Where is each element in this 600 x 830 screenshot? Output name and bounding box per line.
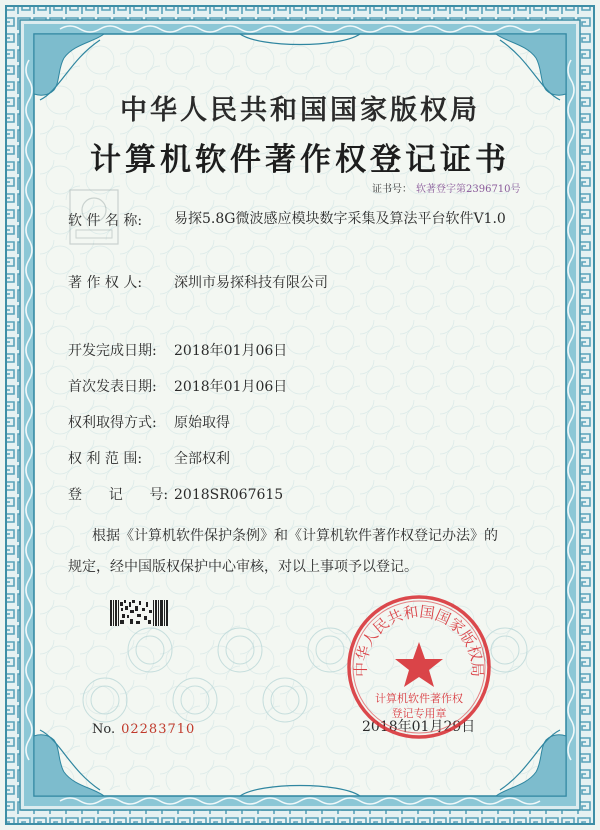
acquire-value: 原始取得 [174,415,230,431]
acquire-label: 权利取得方式: [68,415,157,431]
svg-text:计算机软件著作权: 计算机软件著作权 [375,692,463,705]
owner-row [68,272,328,292]
registration-number-row [68,484,283,504]
scope-value: 全部权利 [174,451,230,467]
scope-row [68,448,230,468]
serial-label: No. [92,722,116,737]
svg-text:登记专用章: 登记专用章 [391,707,447,720]
svg-text:中华人民共和国国家版权局: 中华人民共和国国家版权局 [351,602,487,678]
registration-number-value: 2018SR067615 [174,487,284,503]
barcode-icon [110,600,168,626]
acquire-row [68,412,230,432]
pub-date-row [68,376,287,396]
statement-line-2: 规定，经中国版权保护中心审核，对以上事项予以登记。 [68,559,418,575]
statement-paragraph [68,521,538,583]
dev-date-label: 开发完成日期: [68,343,157,359]
software-name-value: 易探5.8G微波感应模块数字采集及算法平台软件V1.0 [174,211,506,227]
software-name-label: 软 件 名 称: [68,213,143,229]
issuing-authority: 中华人民共和国国家版权局 [120,95,480,126]
certificate-number-value: 软著登字第2396710号 [416,184,521,195]
pub-date-value: 2018年01月06日 [174,379,288,395]
certificate-number-label: 证书号： [372,184,412,195]
software-name-row [68,210,174,230]
statement-line-1: 根据《计算机软件保护条例》和《计算机软件著作权登记办法》的 [92,528,498,544]
registration-number-label: 登 记 号: [68,487,169,503]
certificate-number [372,180,521,195]
owner-label: 著 作 权 人: [68,275,143,291]
issue-date: 2018年01月29日 [362,719,476,735]
dev-date-value: 2018年01月06日 [174,343,288,359]
pub-date-label: 首次发表日期: [68,379,157,395]
owner-value: 深圳市易探科技有限公司 [174,275,328,291]
serial-value: 02283710 [121,722,196,737]
certificate-title: 计算机软件著作权登记证书 [90,142,510,178]
serial-number [92,722,195,737]
scope-label: 权 利 范 围: [68,451,143,467]
dev-date-row [68,340,287,360]
official-seal-stamp [344,592,494,742]
